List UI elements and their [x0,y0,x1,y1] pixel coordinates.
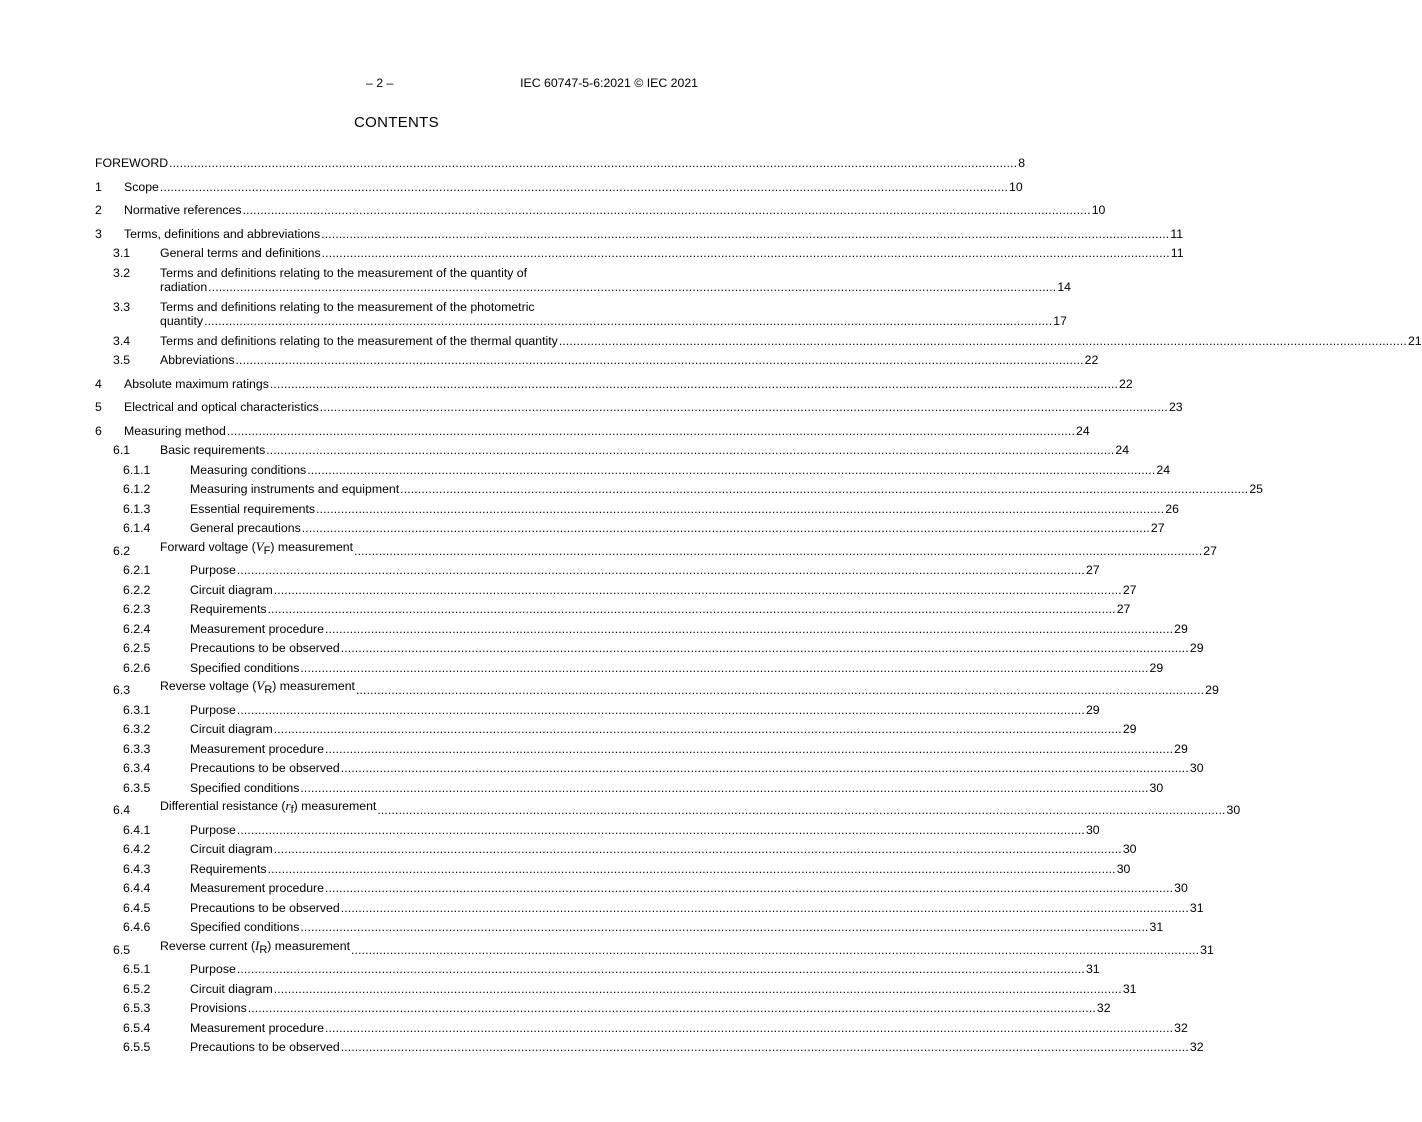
dot-leader [351,943,1199,958]
dot-leader [274,982,1122,997]
toc-entry-page: 30 [1189,761,1204,775]
toc-entry-title: FOREWORD [95,156,169,170]
dot-leader [227,424,1075,439]
toc-entry[interactable] [95,999,1111,1019]
toc-entry-line [190,742,1188,759]
toc-entry-number: 6.3.2 [123,722,151,736]
toc-entry-line [160,334,1422,351]
toc-entry[interactable] [95,331,1422,351]
toc-entry-page: 27 [1116,602,1131,616]
dot-leader [237,563,1085,578]
toc-entry-number: 6.2.3 [123,602,151,616]
symbol-subscript: f [290,804,294,816]
toc-entry-number: 6.3 [113,683,131,697]
toc-entry-title: Measurement procedure [190,741,324,756]
toc-entry-number: 6.4.4 [123,881,151,895]
page-number: – 2 – [366,76,394,90]
dot-leader [208,280,1056,295]
toc-entry-number: 6.4.5 [123,900,151,915]
toc-entry[interactable] [95,538,1217,561]
toc-entry-title: Circuit diagram [190,722,273,736]
dot-leader [300,781,1148,796]
toc-entry-page: 32 [1096,1001,1111,1015]
toc-entry-number: 6.4 [113,803,131,817]
toc-entry-number: 6.5.4 [123,1020,151,1035]
toc-entry-title [160,798,376,818]
toc-entry[interactable] [95,460,1171,480]
title-suffix: ) measurement [267,938,350,953]
toc-entry-title: Purpose [190,822,236,837]
toc-entry[interactable] [95,224,1184,244]
toc-entry-title: Measurement procedure [190,621,324,636]
dot-leader [321,227,1169,242]
toc-entry[interactable] [95,700,1100,720]
toc-entry-page: 29 [1122,722,1137,736]
symbol-subscript: R [264,684,273,696]
toc-entry-title: radiation [160,280,208,294]
toc-entry-number: 6.2.1 [123,563,151,577]
toc-entry-title: Abbreviations [160,353,235,367]
toc-entry-number: 6.3.3 [123,741,151,756]
toc-entry-number: 3.4 [113,333,131,348]
toc-entry-page: 17 [1053,314,1067,328]
toc-entry-line [190,502,1179,519]
toc-entry-line [160,938,1214,960]
toc-entry[interactable] [95,177,1023,197]
toc-entry-title: Measuring conditions [190,462,307,477]
toc-entry-number: 6.5.2 [123,981,151,996]
toc-entry-line [190,1040,1204,1057]
toc-entry[interactable] [95,960,1100,980]
toc-entry-title: Terms and definitions relating to the measurement of the thermal quantity [160,333,558,348]
toc-entry-page: 8 [1018,156,1026,170]
toc-entry[interactable] [95,499,1179,519]
toc-entry-line [190,661,1163,678]
toc-entry-page: 30 [1122,842,1137,856]
toc-entry-title: Specified conditions [190,780,300,795]
toc-entry-line [190,722,1137,739]
toc-entry-line [95,156,1025,173]
toc-entry-number: 5 [95,400,102,414]
toc-entry[interactable] [95,639,1204,659]
toc-entry-title: Measuring method [124,423,226,438]
toc-entry-number: 6.2 [113,543,131,558]
toc-entry-number: 6.1.3 [123,501,151,516]
toc-entry-title [160,539,353,559]
dot-leader [302,521,1150,536]
dot-leader [274,583,1122,598]
toc-entry-page: 29 [1174,741,1188,756]
symbol-subscript: F [263,544,271,557]
toc-entry-title: quantity [160,314,204,328]
toc-entry-title: Measurement procedure [190,881,324,895]
toc-entry-number: 6.1.2 [123,482,151,496]
toc-entry-number: 6.1.4 [123,521,151,535]
toc-entry-line [190,920,1163,937]
toc-entry-title: Absolute maximum ratings [124,376,269,391]
toc-entry-number: 6.2.5 [123,641,151,655]
dot-leader [559,334,1407,349]
symbol: V [256,678,265,693]
toc-entry-page: 29 [1189,641,1204,655]
toc-entry-line [190,521,1165,538]
toc-entry-title: Purpose [190,962,236,976]
dot-leader [270,377,1118,392]
toc-entry-page: 31 [1085,962,1100,976]
toc-entry-page: 23 [1168,400,1183,414]
toc-entry-line [190,761,1204,778]
toc-entry-number: 3.3 [113,300,131,314]
dot-leader [341,901,1189,916]
toc-entry-number: 6.4.3 [123,861,151,876]
dot-leader [377,803,1225,818]
toc-entry-page: 24 [1115,443,1130,457]
dot-leader [354,544,1202,559]
toc-entry-page: 10 [1091,203,1106,217]
toc-entry[interactable] [95,600,1131,620]
dot-leader [300,661,1148,676]
toc-entry-line [160,443,1129,460]
dot-leader [268,862,1116,877]
toc-entry[interactable] [95,759,1204,779]
toc-entry[interactable] [95,739,1188,759]
toc-entry-number: 6 [95,423,102,438]
toc-entry-line [160,246,1184,263]
toc-entry-line [160,798,1240,820]
toc-entry-line [160,353,1098,370]
toc-entry-page: 25 [1249,482,1264,496]
dot-leader [325,1021,1173,1036]
symbol: r [285,798,291,813]
toc-entry-page: 11 [1170,246,1184,260]
toc-entry[interactable] [95,480,1264,500]
toc-entry[interactable] [95,421,1090,441]
dot-leader [236,353,1084,368]
toc-entry-line [190,842,1137,859]
dot-leader [341,761,1189,776]
dot-leader [341,1040,1189,1055]
toc-entry-title: Measuring instruments and equipment [190,482,400,496]
toc-entry-number: 6.3.1 [123,702,151,717]
toc-entry-title: Specified conditions [190,920,300,934]
toc-entry-number: 6.2.2 [123,582,151,597]
toc-entry-line [124,180,1023,197]
toc-entry-line [190,622,1188,639]
toc-entry[interactable] [95,580,1137,600]
toc-entry-line [160,280,1072,297]
toc-entry-number: 3.5 [113,353,131,367]
toc-entry-line [190,881,1188,898]
toc-entry[interactable] [95,619,1188,639]
toc-entry[interactable] [95,441,1130,461]
toc-entry-number: 6.3.4 [123,761,151,775]
toc-entry-line [190,583,1137,600]
toc-entry[interactable] [95,1038,1204,1058]
toc-entry[interactable] [95,561,1100,581]
toc-entry-line [190,1021,1188,1038]
toc-entry-line [124,203,1105,220]
table-of-contents [95,154,1422,1057]
toc-entry-page: 24 [1156,462,1171,477]
toc-entry-page: 30 [1085,822,1100,837]
toc-entry[interactable] [95,778,1164,798]
symbol: V [255,538,264,554]
toc-entry-title: Basic requirements [160,443,266,457]
toc-entry-number: 6.5.3 [123,1001,151,1015]
toc-entry-title: Precautions to be observed [190,761,340,775]
title-prefix: Reverse current ( [160,938,255,953]
toc-entry-page: 11 [1170,226,1184,241]
toc-entry[interactable] [95,398,1183,418]
toc-entry[interactable] [95,879,1188,899]
toc-entry-page: 30 [1174,881,1188,895]
toc-entry[interactable] [95,798,1241,821]
toc-entry-line [190,482,1263,499]
toc-entry-number: 3.2 [113,266,131,280]
dot-leader [248,1001,1096,1016]
toc-entry[interactable] [95,201,1106,221]
toc-entry[interactable] [95,374,1133,394]
toc-entry[interactable] [95,840,1137,860]
toc-entry[interactable] [95,154,1026,173]
toc-entry-number: 6.1 [113,443,131,457]
toc-entry-page: 31 [1200,942,1214,957]
toc-entry-number: 6.5 [113,942,131,957]
toc-entry-title [160,678,355,698]
toc-entry-title: Scope [124,179,159,194]
symbol: I [255,937,260,953]
toc-entry-number: 6.2.4 [123,621,151,636]
toc-entry-page: 29 [1205,683,1219,697]
toc-entry-number: 1 [95,179,102,194]
toc-entry-page: 32 [1174,1020,1188,1035]
toc-entry-line [190,463,1170,480]
dot-leader [169,156,1017,171]
toc-entry-number: 6.5.1 [123,962,151,976]
toc-entry-title: Terms and definitions relating to the measurement of the quantity of [160,266,528,280]
toc-entry-line [190,862,1130,879]
title-prefix: Differential resistance ( [160,799,286,813]
toc-entry[interactable] [95,297,1067,331]
toc-entry-page: 31 [1149,920,1164,934]
toc-entry-line [190,982,1137,999]
dot-leader [204,314,1052,329]
dot-leader [325,622,1173,637]
dot-leader [237,823,1085,838]
toc-entry[interactable] [95,937,1214,960]
dot-leader [325,881,1173,896]
toc-entry-line [124,400,1183,417]
contents-title: CONTENTS [354,114,439,131]
toc-entry-title: Essential requirements [190,501,316,516]
toc-entry-number: 3.1 [113,246,131,260]
toc-entry-number: 3 [95,226,102,241]
toc-entry-page: 29 [1085,702,1100,717]
toc-entry-line [190,1001,1111,1018]
title-suffix: ) measurement [272,679,355,693]
title-suffix: ) measurement [293,799,377,813]
dot-leader [300,920,1148,935]
toc-entry[interactable] [95,244,1184,264]
toc-entry-title: Electrical and optical characteristics [124,400,319,414]
toc-entry-line [124,424,1090,441]
dot-leader [237,962,1085,977]
symbol-subscript: R [259,943,268,956]
dot-leader [320,400,1168,415]
toc-entry[interactable] [95,820,1100,840]
toc-entry-line [190,641,1204,658]
toc-entry-number: 6.4.1 [123,822,151,837]
dot-leader [160,180,1008,195]
toc-entry-title: Purpose [190,563,236,577]
toc-entry[interactable] [95,859,1131,879]
toc-entry-line [190,703,1100,720]
toc-entry-page: 29 [1174,621,1188,636]
dot-leader [356,683,1204,698]
toc-entry-line [160,678,1219,700]
toc-entry-page: 14 [1057,280,1072,294]
document-reference: IEC 60747-5-6:2021 © IEC 2021 [520,76,698,90]
toc-entry-page: 22 [1084,353,1099,367]
toc-entry-line [124,227,1183,244]
toc-entry[interactable] [95,720,1137,740]
toc-entry-title: Precautions to be observed [190,1040,340,1054]
dot-leader [325,742,1173,757]
toc-entry-title: Terms and definitions relating to the measurement of the photometric [160,300,535,314]
toc-entry-page: 27 [1150,521,1165,535]
toc-entry-page: 32 [1189,1040,1204,1054]
toc-entry-number: 4 [95,376,102,391]
toc-entry-page: 10 [1009,179,1023,194]
toc-entry[interactable] [95,678,1219,701]
page-header [95,76,698,92]
toc-entry-line [160,539,1217,561]
toc-entry-line [190,901,1204,918]
toc-entry-title: Requirements [190,861,267,876]
toc-entry[interactable] [95,898,1204,918]
toc-entry-title: Normative references [124,203,242,217]
toc-entry-title: Purpose [190,702,236,717]
toc-entry-title: Provisions [190,1001,247,1015]
toc-entry-page: 21 [1407,333,1422,348]
toc-entry-number: 6.4.6 [123,920,151,934]
title-suffix: ) measurement [270,539,354,554]
dot-leader [274,722,1122,737]
dot-leader [400,482,1248,497]
toc-entry-line [190,781,1163,798]
toc-entry-page: 30 [1116,861,1131,876]
toc-entry-line [190,823,1100,840]
dot-leader [274,842,1122,857]
toc-entry[interactable] [95,351,1099,371]
toc-entry-title: Terms, definitions and abbreviations [124,226,321,241]
title-prefix: Forward voltage ( [160,539,256,554]
toc-entry[interactable] [95,1018,1188,1038]
toc-entry-number: 2 [95,203,102,217]
toc-entry-title [160,938,350,958]
dot-leader [237,703,1085,718]
toc-entry-number: 6.1.1 [123,462,151,477]
toc-entry-page: 22 [1119,376,1133,391]
dot-leader [307,463,1155,478]
toc-entry-page: 30 [1149,780,1164,795]
toc-entry[interactable] [95,263,1072,297]
toc-entry-number: 6.3.5 [123,780,151,795]
dot-leader [243,203,1091,218]
toc-entry-line [190,563,1100,580]
title-prefix: Reverse voltage ( [160,679,257,693]
toc-entry-line [160,314,1067,331]
toc-entry-title: General terms and definitions [160,246,321,260]
dot-leader [341,641,1189,656]
dot-leader [322,246,1170,261]
toc-entry-title: Circuit diagram [190,842,273,856]
toc-entry-page: 27 [1122,582,1137,597]
toc-entry-title: Precautions to be observed [190,641,340,655]
toc-entry-number: 6.2.6 [123,660,151,675]
toc-entry-page: 26 [1165,501,1179,516]
toc-entry-title: Circuit diagram [190,582,273,597]
toc-entry[interactable] [95,519,1165,539]
toc-entry-page: 29 [1149,660,1164,675]
toc-entry-number: 6.5.5 [123,1040,151,1054]
toc-entry-line [124,377,1133,394]
toc-entry-page: 30 [1226,803,1241,817]
toc-entry-page: 24 [1076,423,1090,438]
toc-entry-number: 6.4.2 [123,842,151,856]
toc-entry-title: Circuit diagram [190,981,273,996]
toc-entry-title: Precautions to be observed [190,900,340,915]
dot-leader [268,602,1116,617]
toc-entry[interactable] [95,658,1164,678]
toc-entry-page: 31 [1189,900,1204,915]
dot-leader [266,443,1114,458]
toc-entry-page: 31 [1122,981,1137,996]
toc-entry-title: Measurement procedure [190,1020,324,1035]
toc-entry[interactable] [95,979,1137,999]
toc-entry-line [190,962,1100,979]
toc-entry-page: 27 [1203,543,1217,558]
toc-entry-title: General precautions [190,521,301,535]
toc-entry-title: Requirements [190,602,267,616]
dot-leader [316,502,1164,517]
toc-entry-page: 27 [1085,563,1100,577]
toc-entry-line [190,602,1130,619]
toc-entry[interactable] [95,918,1164,938]
toc-entry-title: Specified conditions [190,660,300,675]
